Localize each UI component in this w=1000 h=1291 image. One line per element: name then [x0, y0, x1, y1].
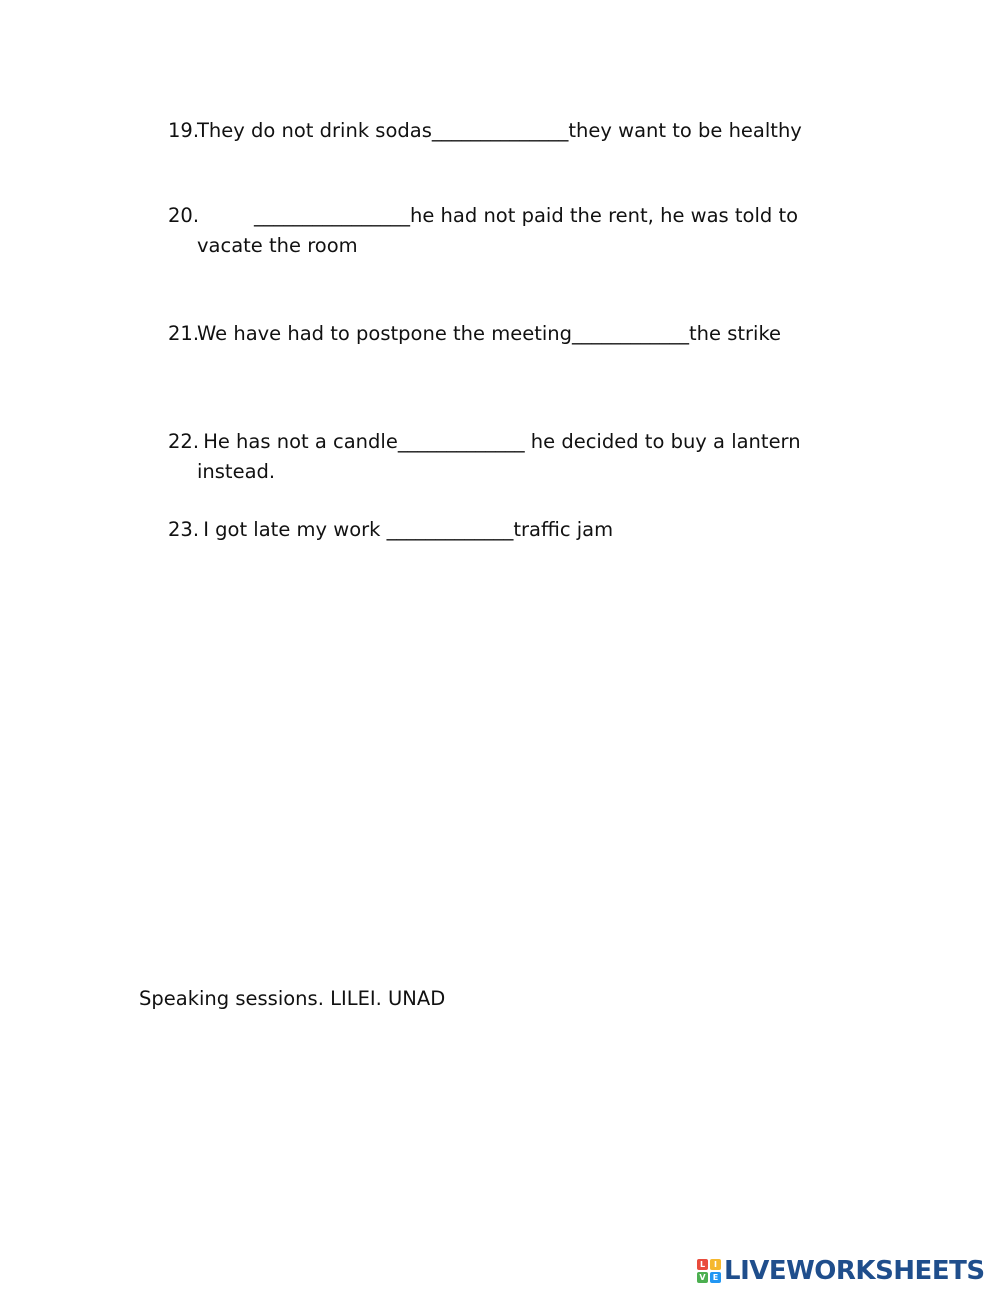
question-text: I got late my work _____________traffic jam — [197, 518, 614, 541]
question-number: 23. — [168, 518, 200, 541]
logo-mark-letter: L — [697, 1259, 708, 1270]
question-21 — [168, 319, 848, 349]
logo-mark-letter: E — [710, 1272, 721, 1283]
footer-text: Speaking sessions. LILEI. UNAD — [139, 987, 446, 1010]
question-20 — [168, 201, 848, 261]
question-text: They do not drink sodas______________they want to be healthy — [197, 119, 802, 142]
question-23 — [168, 515, 848, 545]
logo-mark-letter: I — [710, 1259, 721, 1270]
logo-mark-letter: V — [697, 1272, 708, 1283]
question-22 — [168, 427, 848, 487]
logo-mark-icon — [697, 1259, 721, 1283]
logo-text: LIVEWORKSHEETS — [724, 1256, 985, 1286]
question-text: ________________he had not paid the rent, he was told to — [254, 204, 799, 227]
question-number: 22. — [168, 430, 200, 453]
question-continuation: vacate the room — [197, 234, 358, 257]
question-number: 19. — [168, 119, 200, 142]
question-19 — [168, 116, 848, 146]
question-number: 21. — [168, 322, 200, 345]
liveworksheets-logo[interactable] — [697, 1254, 985, 1288]
question-text: He has not a candle_____________ he decided to buy a lantern — [197, 430, 801, 453]
question-number: 20. — [168, 204, 200, 227]
question-continuation: instead. — [197, 460, 276, 483]
question-text: We have had to postpone the meeting____________the strike — [197, 322, 782, 345]
